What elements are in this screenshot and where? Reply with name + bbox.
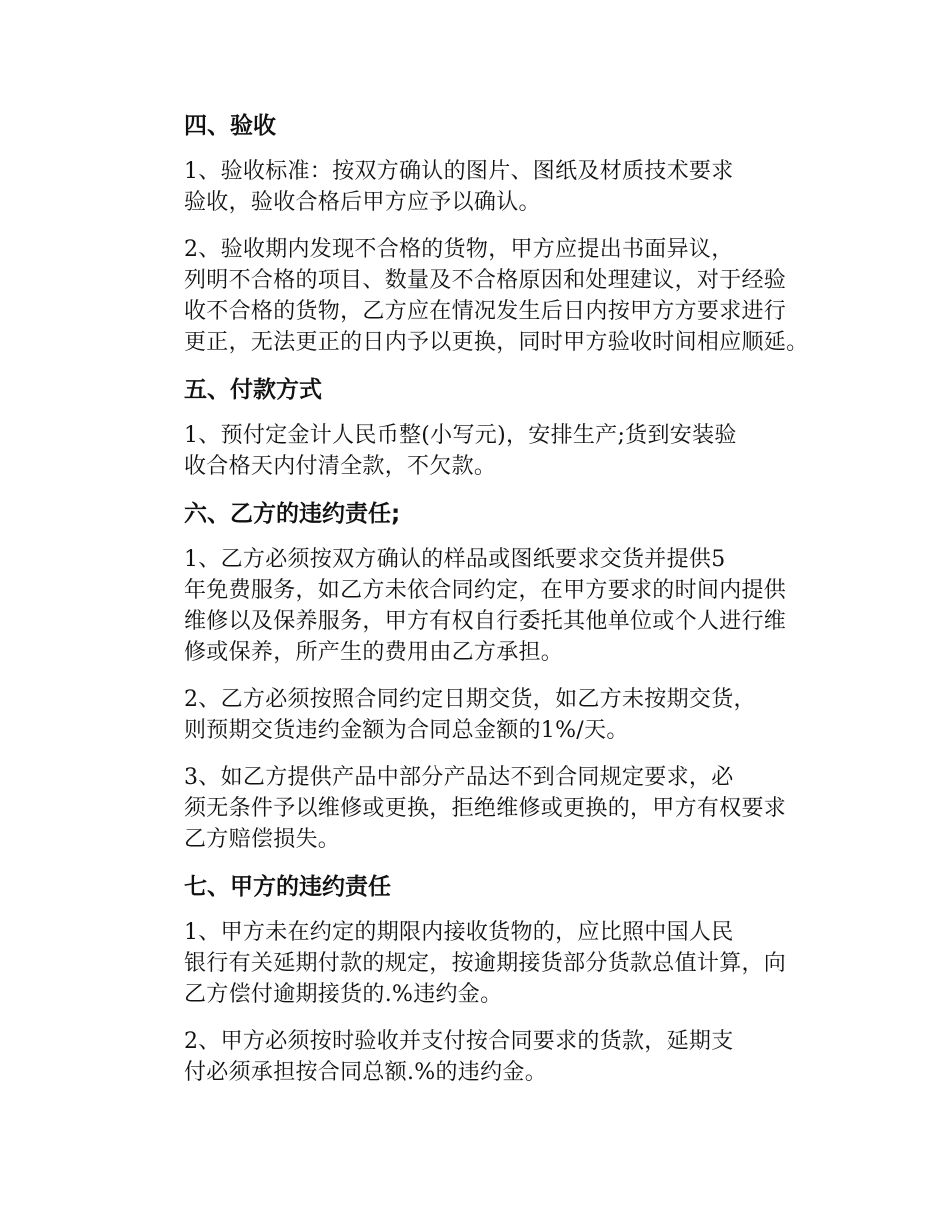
- text-line: 收不合格的货物，乙方应在情况发生后日内按甲方方要求进行: [184, 299, 787, 324]
- paragraph: [140, 420, 815, 482]
- text-line: 3、如乙方提供产品中部分产品达不到合同规定要求，必: [184, 765, 734, 790]
- text-line: 须无条件予以维修或更换，拒绝维修或更换的，甲方有权要求: [184, 796, 787, 821]
- text-line: 银行有关延期付款的规定，按逾期接货部分货款总值计算，向: [184, 951, 787, 976]
- text-line: 付必须承担按合同总额.%的违约金。: [184, 1060, 547, 1085]
- text-line: 2、验收期内发现不合格的货物，甲方应提出书面异议，: [184, 237, 734, 262]
- section-party-b-liability: [140, 498, 815, 855]
- paragraph: [140, 544, 815, 668]
- text-line: 1、甲方未在约定的期限内接收货物的，应比照中国人民: [184, 920, 734, 945]
- paragraph: [140, 234, 815, 358]
- section-party-a-liability: [140, 871, 815, 1088]
- text-line: 则预期交货违约金额为合同总金额的1%/天。: [184, 718, 629, 743]
- text-line: 更正，无法更正的日内予以更换，同时甲方验收时间相应顺延。: [184, 330, 809, 355]
- text-line: 年免费服务，如乙方未依合同约定，在甲方要求的时间内提供: [184, 578, 787, 603]
- paragraph: [140, 684, 815, 746]
- text-line: 2、甲方必须按时验收并支付按合同要求的货款，延期支: [184, 1029, 734, 1054]
- text-line: 1、预付定金计人民币整(小写元)，安排生产;货到安装验: [184, 423, 737, 448]
- text-line: 列明不合格的项目、数量及不合格原因和处理建议，对于经验: [184, 268, 787, 293]
- text-line: 修或保养，所产生的费用由乙方承担。: [184, 640, 564, 665]
- document-body: [140, 110, 815, 1104]
- paragraph: [140, 762, 815, 855]
- section-heading: 六、乙方的违约责任;: [184, 501, 401, 527]
- paragraph: [140, 1026, 815, 1088]
- text-line: 1、乙方必须按双方确认的样品或图纸要求交货并提供5: [184, 547, 726, 572]
- section-heading: 四、验收: [184, 113, 276, 139]
- paragraph: [140, 156, 815, 218]
- text-line: 1、验收标准：按双方确认的图片、图纸及材质技术要求: [184, 159, 734, 184]
- text-line: 乙方偿付逾期接货的.%违约金。: [184, 982, 503, 1007]
- section-heading: 七、甲方的违约责任: [184, 874, 391, 900]
- text-line: 收合格天内付清全款，不欠款。: [184, 454, 497, 479]
- text-line: 2、乙方必须按照合同约定日期交货，如乙方未按期交货，: [184, 687, 756, 712]
- section-payment: [140, 374, 815, 482]
- section-acceptance: [140, 110, 815, 358]
- text-line: 乙方赔偿损失。: [184, 827, 341, 852]
- text-line: 维修以及保养服务，甲方有权自行委托其他单位或个人进行维: [184, 609, 787, 634]
- paragraph: [140, 917, 815, 1010]
- text-line: 验收，验收合格后甲方应予以确认。: [184, 190, 541, 215]
- section-heading: 五、付款方式: [184, 377, 322, 403]
